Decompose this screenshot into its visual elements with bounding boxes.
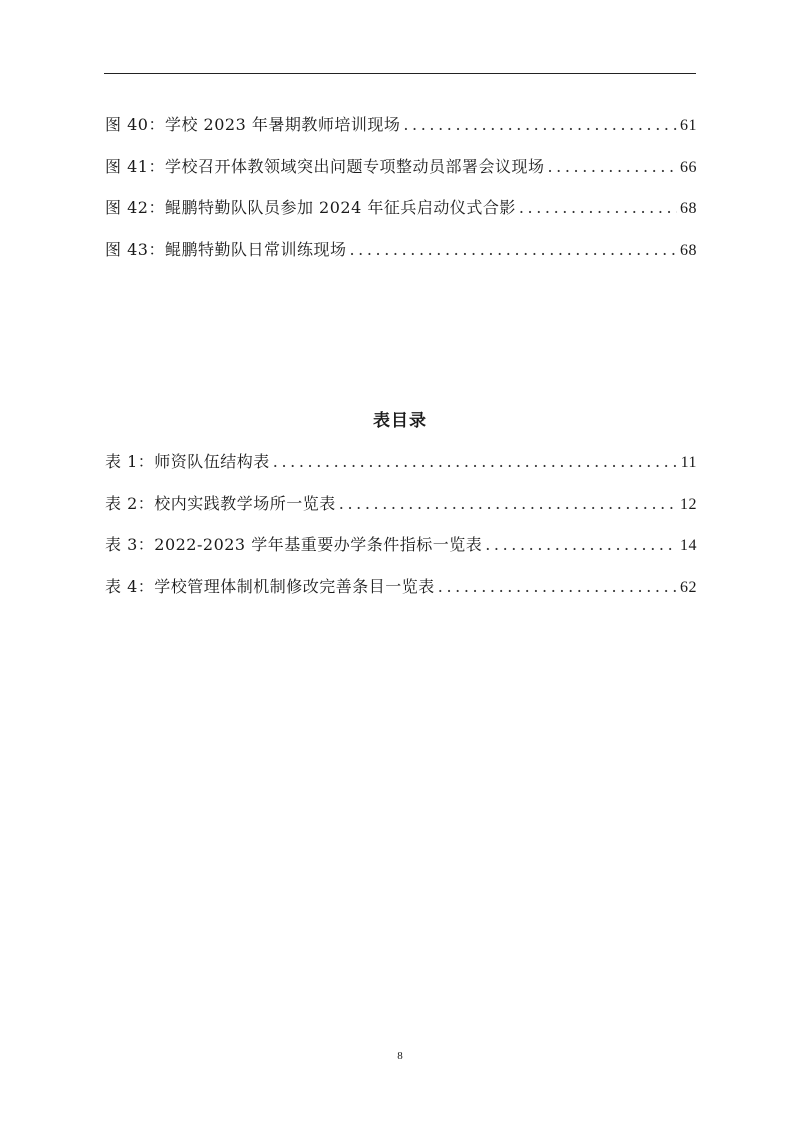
- toc-entry[interactable]: [105, 532, 697, 574]
- figures-toc-list: [105, 112, 697, 278]
- toc-entry-label: 表 3：2022-2023 学年基重要办学条件指标一览表: [105, 535, 483, 554]
- toc-entry-label: 表 2：校内实践教学场所一览表: [105, 493, 336, 513]
- tables-toc-list: [105, 449, 697, 615]
- toc-entry[interactable]: [105, 491, 697, 533]
- toc-entry[interactable]: [105, 237, 697, 279]
- toc-entry-label: 图 40：学校 2023 年暑期教师培训现场: [105, 115, 401, 134]
- dot-leader: [547, 157, 677, 176]
- toc-entry-page: 61: [680, 117, 697, 134]
- dot-leader: [349, 240, 677, 259]
- toc-entry-page: 14: [680, 537, 697, 554]
- dot-leader: [339, 494, 677, 513]
- toc-entry-page: 11: [680, 454, 697, 471]
- dot-leader: [485, 535, 677, 554]
- toc-entry-page: 68: [680, 241, 697, 259]
- toc-entry-label: 图 43：鲲鹏特勤队日常训练现场: [105, 239, 347, 259]
- toc-entry-label: 图 42：鲲鹏特勤队队员参加 2024 年征兵启动仪式合影: [105, 198, 516, 217]
- toc-entry-page: 62: [680, 578, 697, 596]
- dot-leader: [438, 577, 677, 596]
- toc-entry-page: 12: [680, 495, 697, 513]
- toc-entry[interactable]: [105, 574, 697, 616]
- dot-leader: [273, 452, 678, 471]
- page-number: 8: [397, 1050, 403, 1062]
- toc-entry[interactable]: [105, 195, 697, 237]
- toc-entry-label: 表 4：学校管理体制机制修改完善条目一览表: [105, 576, 435, 596]
- toc-entry-page: 68: [680, 200, 697, 217]
- header-rule: [104, 73, 696, 74]
- toc-entry-label: 图 41：学校召开体教领域突出问题专项整动员部署会议现场: [105, 156, 545, 176]
- toc-entry-label: 表 1：师资队伍结构表: [105, 452, 270, 471]
- tables-toc-title: 表目录: [373, 411, 427, 431]
- toc-entry-page: 66: [680, 158, 697, 176]
- dot-leader: [519, 198, 677, 217]
- dot-leader: [403, 115, 677, 134]
- toc-entry[interactable]: [105, 449, 697, 491]
- toc-entry[interactable]: [105, 112, 697, 154]
- toc-entry[interactable]: [105, 154, 697, 196]
